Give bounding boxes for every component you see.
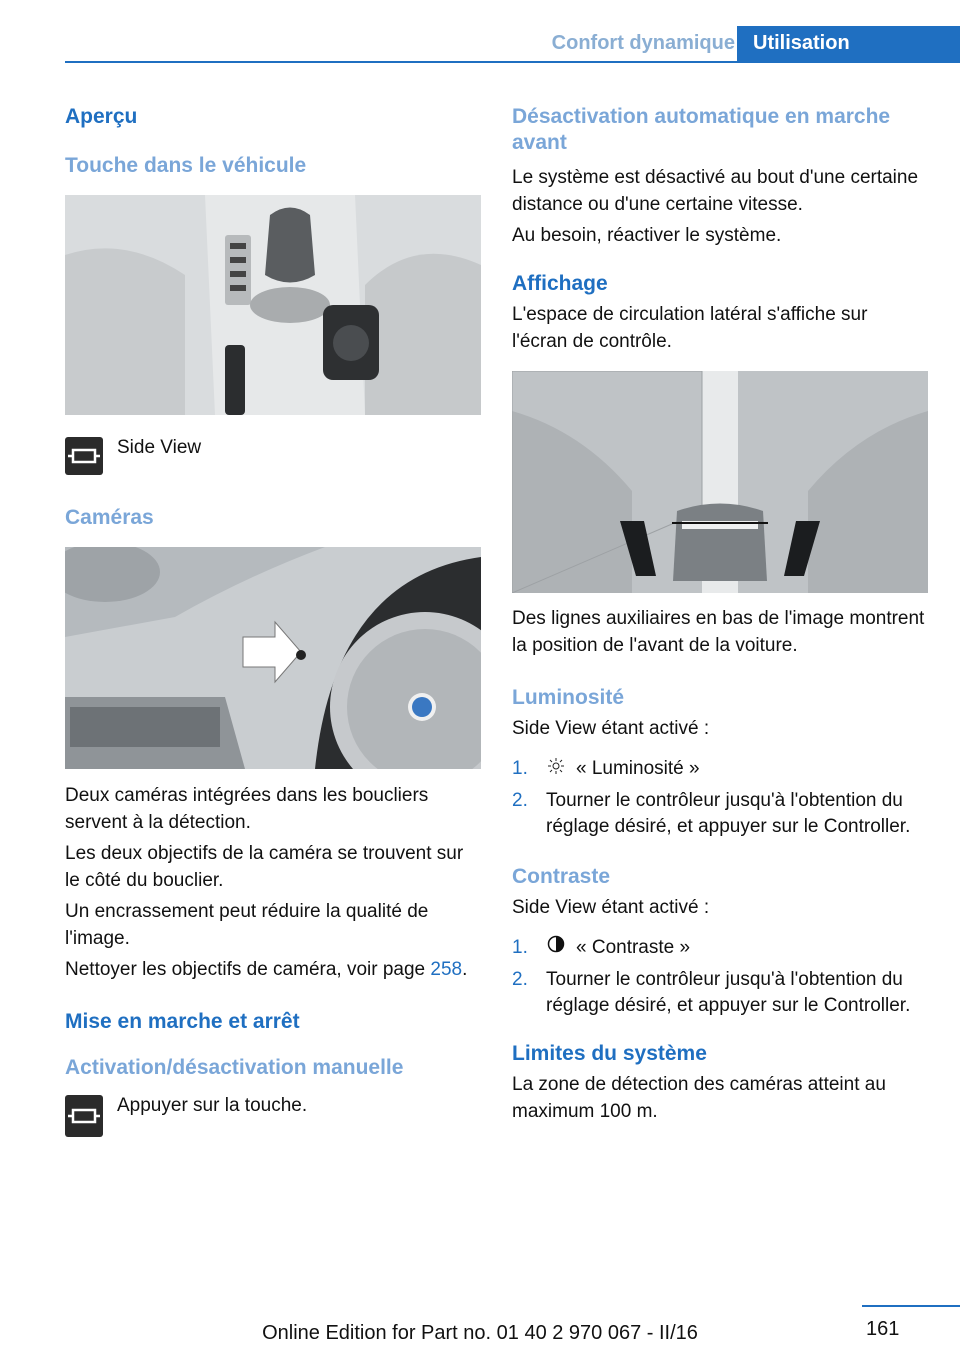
contraste-step-2 xyxy=(512,967,928,1019)
desactivation-paragraph-2: Au besoin, réactiver le système. xyxy=(512,225,782,246)
affichage-paragraph: L'espace de circulation latéral s'affiche sur l'écran de contrôle. xyxy=(512,304,868,352)
contraste-steps xyxy=(512,935,928,1019)
lignes-paragraph: Des lignes auxiliaires en bas de l'image montrent la position de l'avant de la voiture. xyxy=(512,608,925,656)
luminosite-step-2 xyxy=(512,788,928,840)
heading-desactivation: Désactivation automatique en marche avant xyxy=(512,105,891,154)
heading-activation-manuelle: Activation/désactivation manuelle xyxy=(65,1056,404,1079)
luminosite-steps xyxy=(512,756,928,840)
cameras-paragraph-4-text: Nettoyer les objectifs de caméra, voir page xyxy=(65,959,431,980)
luminosite-step-1-text: « Luminosité » xyxy=(576,758,700,779)
step-number: 2. xyxy=(512,969,528,990)
heading-mise-en-marche: Mise en marche et arrêt xyxy=(65,1010,300,1033)
right-column xyxy=(512,100,928,1125)
step-number: 1. xyxy=(512,758,528,779)
display-illustration xyxy=(512,371,928,593)
press-key-row xyxy=(65,1095,481,1137)
limites-paragraph: La zone de détection des caméras atteint au maximum 100 m. xyxy=(512,1074,886,1122)
contraste-step-1-text: « Contraste » xyxy=(576,937,691,958)
heading-luminosite: Luminosité xyxy=(512,686,625,709)
side-view-button-icon xyxy=(65,437,103,475)
cameras-paragraph-3: Un encrassement peut réduire la qualité de l'image. xyxy=(65,901,429,949)
footer-edition: Online Edition for Part no. 01 40 2 970 067 - II/16 xyxy=(262,1322,698,1344)
cameras-paragraph-1: Deux caméras intégrées dans les boucliers servent à la détection. xyxy=(65,785,429,833)
heading-touche: Touche dans le véhicule xyxy=(65,154,307,177)
contraste-step-1 xyxy=(512,935,928,961)
desactivation-paragraph-1: Le système est désactivé au bout d'une certaine distance ou d'une certaine vitesse. xyxy=(512,167,919,215)
press-key-text: Appuyer sur la touche. xyxy=(117,1095,308,1116)
heading-affichage: Affichage xyxy=(512,272,608,295)
side-view-label: Side View xyxy=(117,437,202,458)
luminosite-step-1 xyxy=(512,756,928,782)
header-chapter-tab: Utilisation xyxy=(737,26,960,61)
side-view-display-image xyxy=(512,371,928,593)
brightness-icon xyxy=(546,756,566,782)
step-number: 1. xyxy=(512,937,528,958)
header-rule xyxy=(65,61,960,63)
left-column xyxy=(65,100,481,1137)
camera-photo xyxy=(65,547,481,769)
heading-contraste: Contraste xyxy=(512,865,611,888)
heading-cameras: Caméras xyxy=(65,506,154,529)
heading-apercu: Aperçu xyxy=(65,105,138,128)
step-number: 2. xyxy=(512,790,528,811)
cameras-paragraph-4 xyxy=(65,956,481,983)
side-view-key-row xyxy=(65,437,481,475)
side-view-button-icon-2 xyxy=(65,1095,103,1137)
page-number-rule xyxy=(862,1305,960,1307)
page-number: 161 xyxy=(866,1318,900,1340)
console-illustration xyxy=(65,195,481,415)
contrast-icon xyxy=(546,935,566,961)
contraste-step-2-text: Tourner le contrôleur jusqu'à l'obtention du réglage désiré, et appuyer sur le Controller. xyxy=(546,969,911,1016)
contraste-intro: Side View étant activé : xyxy=(512,897,710,918)
cameras-paragraph-2: Les deux objectifs de la caméra se trouvent sur le côté du bouclier. xyxy=(65,843,464,891)
luminosite-intro: Side View étant activé : xyxy=(512,718,710,739)
header-section: Confort dynamique xyxy=(551,32,735,54)
page-reference-link[interactable]: 258 xyxy=(430,959,463,980)
bumper-illustration xyxy=(65,547,481,769)
heading-limites: Limites du système xyxy=(512,1042,707,1065)
console-photo xyxy=(65,195,481,415)
luminosite-step-2-text: Tourner le contrôleur jusqu'à l'obtention du réglage désiré, et appuyer sur le Controller. xyxy=(546,790,911,837)
cameras-paragraph-4-end: . xyxy=(462,959,468,980)
